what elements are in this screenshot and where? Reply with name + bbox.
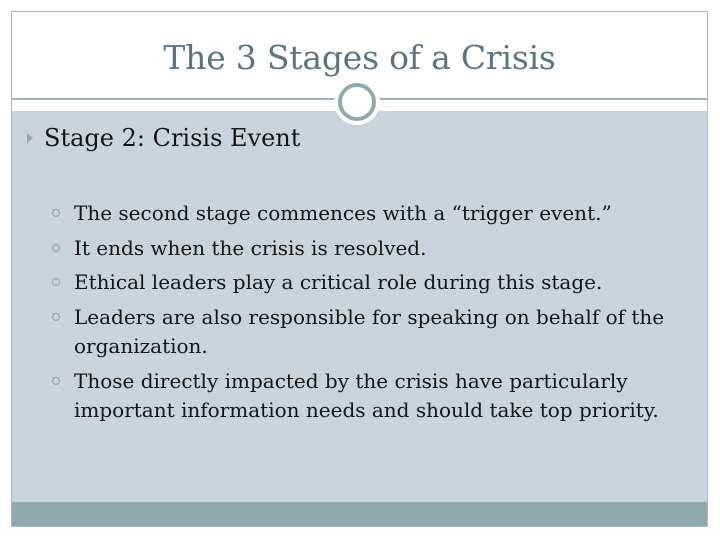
bullet-list [40,199,690,431]
circle-bullet-icon [52,278,60,286]
bullet-text: Ethical leaders play a critical role during this stage. [74,270,603,294]
bullet-text: The second stage commences with a “trigger event.” [74,201,612,225]
bullet-item [40,199,690,229]
slide-title: The 3 Stages of a Crisis [163,38,556,77]
bullet-text: It ends when the crisis is resolved. [74,235,427,260]
footer-band [12,502,707,526]
stage-heading-text: Stage 2: Crisis Event [44,124,301,152]
bullet-text: Those directly impacted by the crisis have particularly important information needs and should take top priority. [74,368,659,422]
ring-ornament-icon [334,79,380,125]
bullet-item [40,268,690,298]
bullet-text: Leaders are also responsible for speaking on behalf of the organization. [74,304,665,358]
bullet-item [40,367,690,426]
arrow-bullet-icon [27,133,33,143]
bullet-item [40,234,690,264]
circle-bullet-icon [52,377,60,385]
circle-bullet-icon [52,244,60,252]
bullet-item [40,303,690,362]
circle-bullet-icon [52,313,60,321]
ring-inner [338,83,376,121]
stage-heading [29,124,300,152]
circle-bullet-icon [52,209,60,217]
